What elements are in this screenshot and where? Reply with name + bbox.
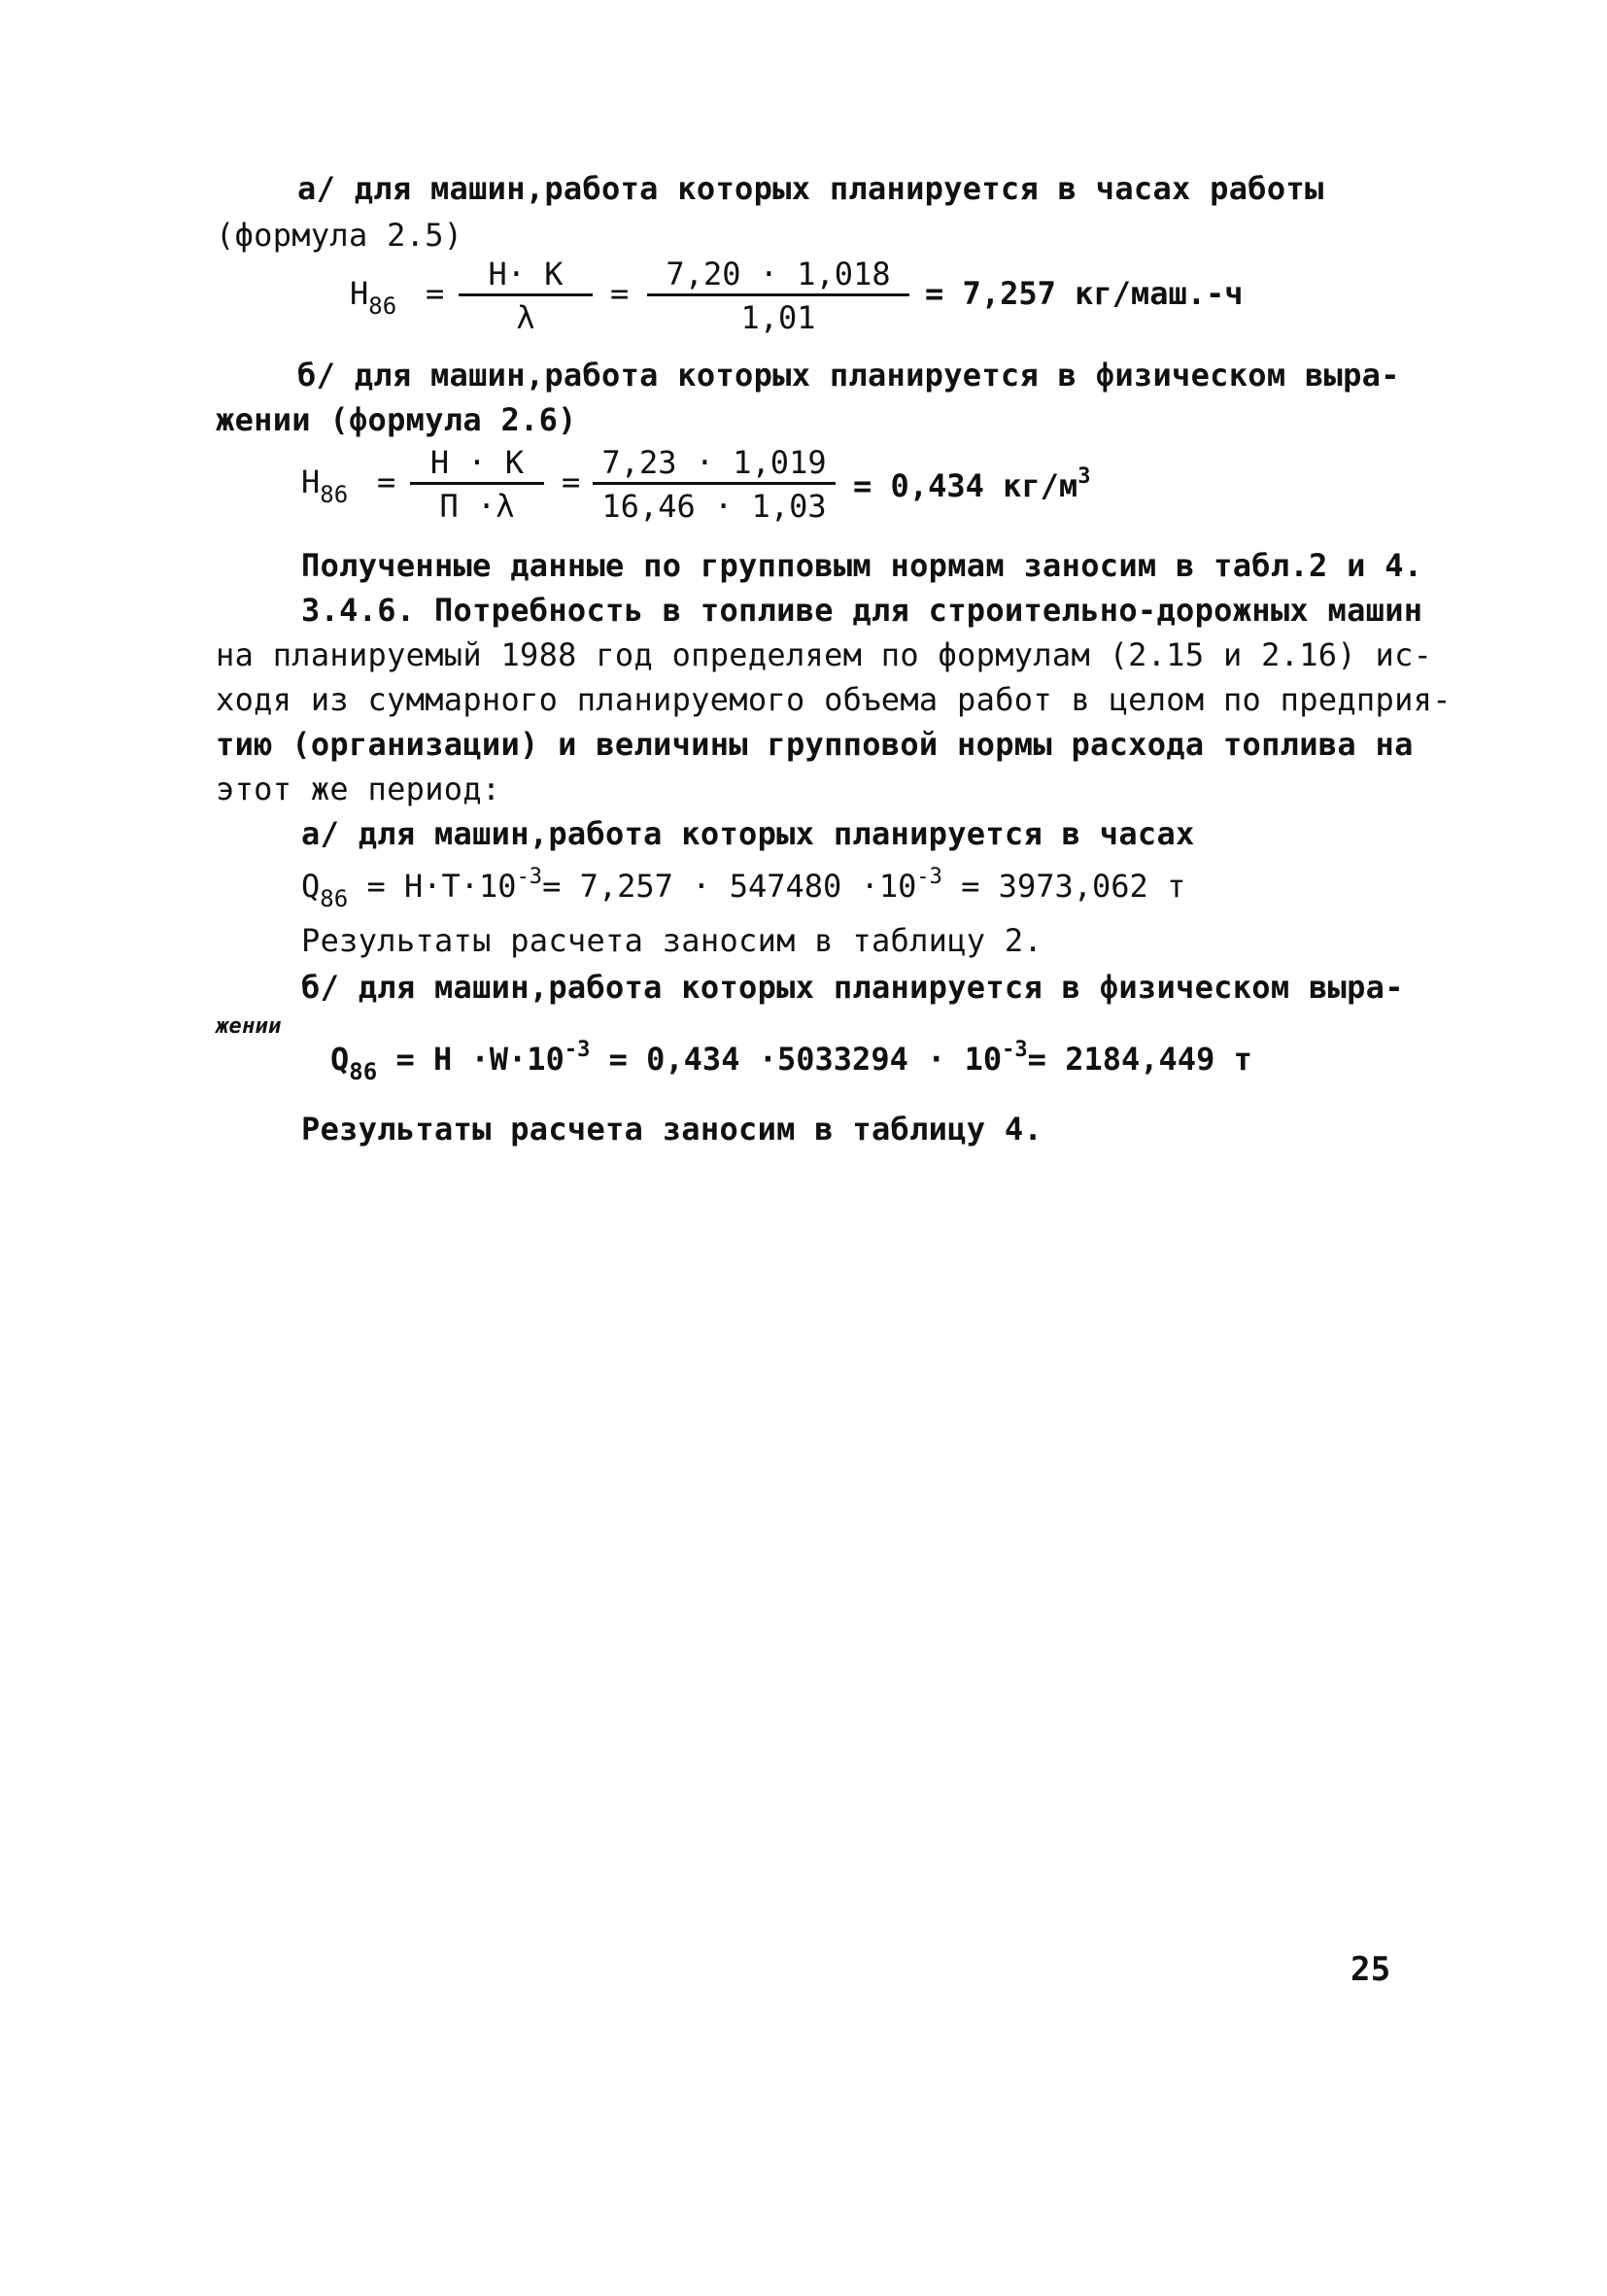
fraction-h-k-lambda: Н· К λ: [459, 258, 593, 333]
para-b-physical-2-line2: жении: [216, 1014, 282, 1039]
page-number: 25: [1351, 1950, 1391, 1989]
formula-norm-physical: $Н_{86}$ = Н · К П ·λ = $\frac{7,23 \cdot 1,019}{16,46 \cdot 1,03}$ = 0,434 $кг/м^3$: [301, 444, 1091, 525]
para-a-hours-2: а/ для машин,работа которых планируется в часах: [301, 815, 1195, 852]
para-b-physical-line1: б/ для машин,работа которых планируется в физическом выра-: [297, 357, 1400, 394]
para-fuel-need-line1: 3.4.6. Потребность в топливе для строительно-дорожных машин: [301, 592, 1423, 629]
para-b-physical-line2: жении (формула 2.6): [216, 401, 577, 438]
para-fuel-need-line5: этот же период:: [216, 771, 501, 807]
para-b-physical-2-line1: б/ для машин,работа которых планируется в физическом выра-: [301, 969, 1404, 1006]
para-results-table4: Результаты расчета заносим в таблицу 4.: [301, 1111, 1043, 1148]
para-group-norms: Полученные данные по групповым нормам заносим в табл.2 и 4.: [301, 547, 1423, 584]
formula-norm-hours: $Н_{86}$ = Н· К λ = $\frac{7,20 \cdot 1,018}{1,01}$ = 7,257 кг/маш.-ч: [350, 256, 1244, 336]
para-fuel-need-line3: ходя из суммарного планируемого объема работ в целом по предприя-: [216, 681, 1452, 718]
para-fuel-need-line2: на планируемый 1988 год определяем по формулам (2.15 и 2.16) ис-: [216, 636, 1433, 673]
para-fuel-need-line4: тию (организации) и величины групповой нормы расхода топлива на: [216, 726, 1414, 763]
para-a-hours-line1: а/ для машин,работа которых планируется в часах работы: [297, 170, 1324, 207]
fraction-values-1: $\frac{7,20 \cdot 1,018}{1,01}$: [647, 258, 909, 333]
formula-fuel-hours: $Q_{86} = Н\cdot Т\cdot 10^{-3}= 7,257 \cdot 547480 \cdot 10^{-3} = 3973,062$ т: [301, 865, 1186, 912]
para-a-hours-line2: (формула 2.5): [216, 217, 463, 254]
para-results-table2: Результаты расчета заносим в таблицу 2.: [301, 922, 1043, 959]
fraction-values-2: $\frac{7,23 \cdot 1,019}{16,46 \cdot 1,03}$: [593, 447, 836, 522]
fraction-h-k-p-lambda: Н · К П ·λ: [410, 447, 544, 522]
formula-fuel-physical: $Q_{86} = Н \cdot W\cdot 10^{-3} = 0,434 \cdot 5033294 \cdot 10^{-3}= 2184,449$ т: [330, 1038, 1252, 1085]
